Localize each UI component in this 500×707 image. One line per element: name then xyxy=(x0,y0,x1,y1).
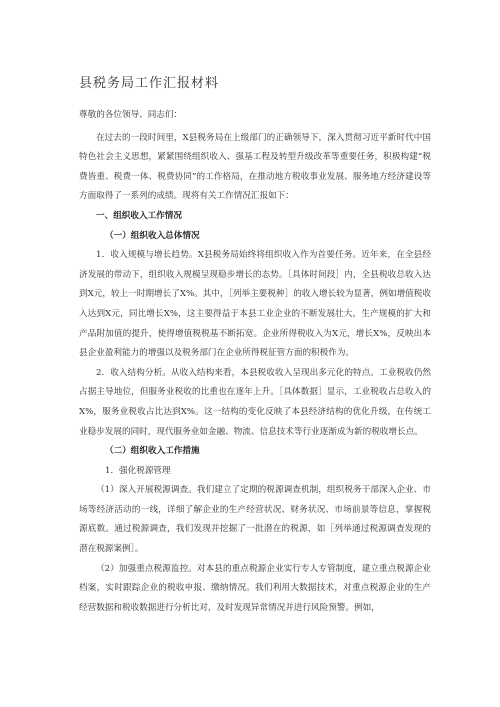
section-heading-1: 一、组织收入工作情况 xyxy=(96,210,182,221)
item-heading-tax-source: 1．强化税源管理 xyxy=(105,465,171,476)
paragraph-income-structure: 2．收入结构分析。从收入结构来看，本县税收收入呈现出多元化的特点。工业税收仍然占据主导地位，但服务业税收的比重也在逐年上升。［具体数据］显示，工业税收占总收入的X%，服务业税收占比达到X%。这一结构的变化反映了本县经济结构的优化升级，在传统工业稳步发展的同时，现代服务业如金融、物流、信息技术等行业逐渐成为新的税收增长点。 xyxy=(79,367,431,437)
greeting: 尊敬的各位领导、同志们： xyxy=(79,110,183,120)
document-title: 县税务局工作汇报材料 xyxy=(79,76,220,91)
paragraph-key-source-monitoring: （2）加强重点税源监控。对本县的重点税源企业实行专人专管制度，建立重点税源企业档案，实时跟踪企业的税收申报、缴纳情况。我们利用大数据技术，对重点税源企业的生产经营数据和税收数据进行分析比对，及时发现异常情况并进行风险预警。例如， xyxy=(79,563,431,613)
document-body xyxy=(79,106,431,618)
paragraph-income-scale: 1．收入规模与增长趋势。X县税务局始终将组织收入作为首要任务。近年来，在全县经济发展的带动下，组织收入规模呈现稳步增长的态势。［具体时间段］内，全县税收总收入达到X元，较上一时期增长了X%。其中，［列举主要税种］的收入增长较为显著，例如增值税收入达到X元，同比增长X%，这主要得益于本县工业企业的不断发展壮大，生产规模的扩大和产品附加值的提升，使得增值税税基不断拓宽。企业所得税收入为X元，增长X%，反映出本县企业盈利能力的增强以及税务部门在企业所得税征管方面的积极作为。 xyxy=(79,250,431,359)
paragraph-tax-survey: （1）深入开展税源调查。我们建立了定期的税源调查机制，组织税务干部深入企业、市场等经济活动的一线，详细了解企业的生产经营状况、财务状况、市场前景等信息，掌握税源底数。通过税源调查，我们发现并挖掘了一批潜在的税源，如［列举通过税源调查发现的潜在税源案例］。 xyxy=(79,485,431,555)
subsection-heading-2: （二）组织收入工作措施 xyxy=(105,446,200,457)
subsection-heading-1: （一）组织收入总体情况 xyxy=(105,230,200,241)
intro-paragraph: 在过去的一段时间里，X县税务局在上级部门的正确领导下，深入贯彻习近平新时代中国特色社会主义思想，紧紧围绕组织收入、强基工程及转型升级改革等重要任务，积极构建“税费皆重、税费一体、税费协同”的工作格局，在推动地方税收事业发展、服务地方经济建设等方面取得了一系列的成绩。现将有关工作情况汇报如下： xyxy=(79,132,431,202)
